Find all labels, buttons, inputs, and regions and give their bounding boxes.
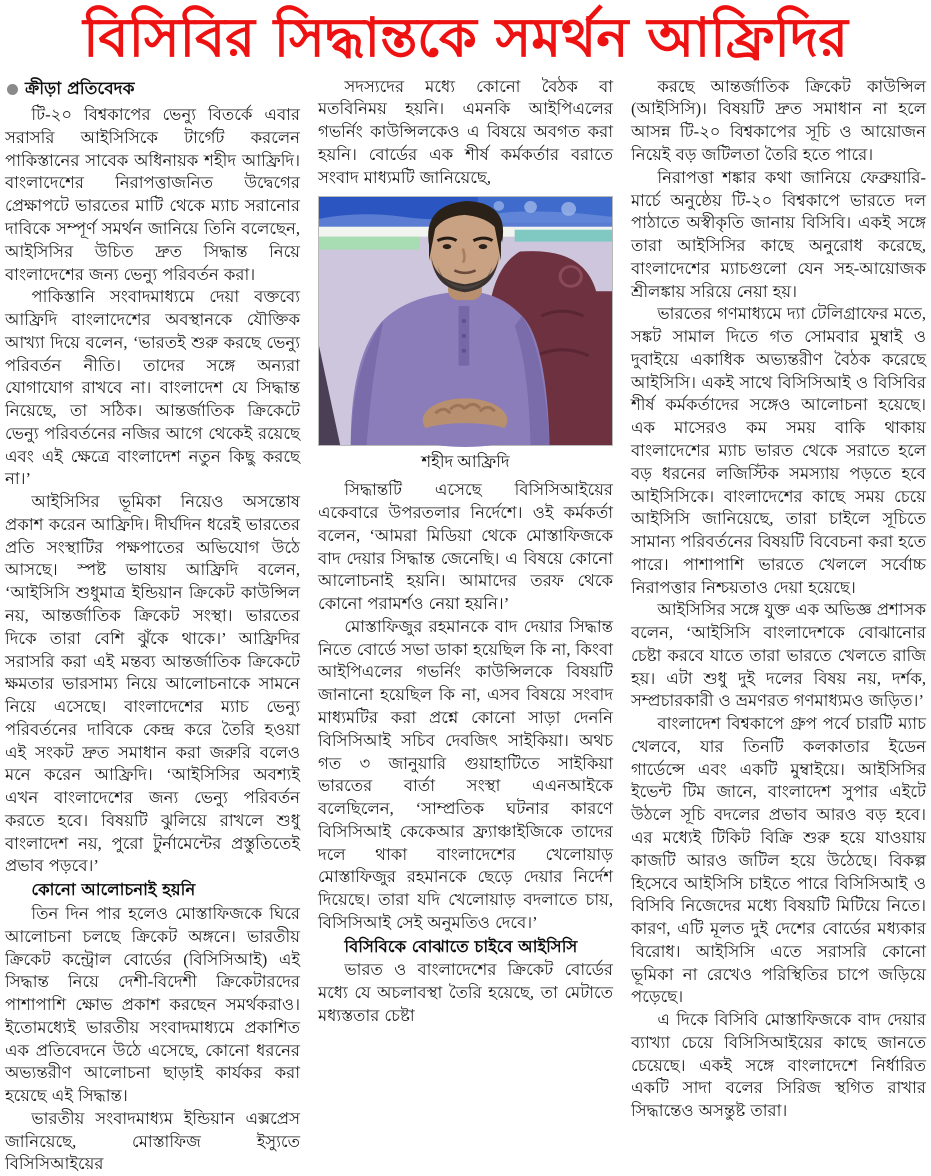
column-2	[318, 76, 613, 1176]
paragraph: ভারতীয় সংবাদমাধ্যম ইন্ডিয়ান এক্সপ্রেস জানিয়েছে, মোস্তাফিজ ইস্যুতে বিসিসিআইয়ের	[5, 1108, 300, 1174]
photo-caption: শহীদ আফ্রিদি	[421, 451, 510, 471]
byline	[5, 76, 300, 104]
article-headline: বিসিবির সিদ্ধান্তকে সমর্থন আফ্রিদির	[83, 6, 848, 69]
paragraph: পাকিস্তানি সংবাদমাধ্যমে দেয়া বক্তব্যে আফ্রিদি বাংলাদেশের অবস্থানকে যৌক্তিক আখ্যা দিয়ে বলেন, ‘ভারতই শুরু করছে ভেন্যু পরিবর্তন নীতি। তাদের সঙ্গে অন্যরা যোগাযোগ রাখবে না। বাংলাদেশ যে সিদ্ধান্ত নিয়েছে, তা সঠিক। আন্তর্জাতিক ক্রিকেটে ভেন্যু পরিবর্তনের নজির আগে থেকেই রয়েছে এবং এই ক্ষেত্রে বাংলাদেশ নতুন কিছু করছে না।’	[5, 287, 300, 489]
paragraph: নিরাপত্তা শঙ্কার কথা জানিয়ে ফেব্রুয়ারি-মার্চে অনুষ্ঠেয় টি-২০ বিশ্বকাপে ভারতে দল পাঠাতে অস্বীকৃতি জানায় বিসিবি। একই সঙ্গে তারা আইসিসির কাছে অনুরোধ করেছে, বাংলাদেশের ম্যাচগুলো যেন সহ-আয়োজক শ্রীলঙ্কায় সরিয়ে নেয়া হয়।	[631, 167, 926, 301]
paragraph: ভারত ও বাংলাদেশের ক্রিকেট বোর্ডের মধ্যে যে অচলাবস্থা তৈরি হয়েছে, তা মেটাতে মধ্যস্ততার চেষ্টা	[318, 960, 613, 1025]
paragraph: সদস্যদের মধ্যে কোনো বৈঠক বা মতবিনিময় হয়নি। এমনকি আইপিএলের গভর্নিং কাউন্সিলকেও এ বিষয়ে অবগত করা হয়নি। বোর্ডের এক শীর্ষ কর্মকর্তার বরাতে সংবাদ মাধ্যমটি জানিয়েছে,	[318, 76, 613, 187]
paragraph: ভারতের গণমাধ্যমে দ্যা টেলিগ্রাফের মতে, সঙ্কট সামাল দিতে গত সোমবার মুম্বাই ও দুবাইয়ে একাধিক অভ্যন্তরীণ বৈঠক করেছে আইসিসি। একই সাথে বিসিসিআই ও বিসিবির শীর্ষ কর্মকর্তাদের সঙ্গেও আলোচনা হয়েছে। এক মাসেরও কম সময় বাকি থাকায় বাংলাদেশের ম্যাচ ভারত থেকে সরাতে হলে বড় ধরনের লজিস্টিক সমস্যায় পড়তে হবে আইসিসিকে। বাংলাদেশের কাছে সময় চেয়ে আইসিসি জানিয়েছে, তারা চাইলে সূচিতে সামান্য পরিবর্তনের বিষয়টি বিবেচনা করা হতে পারে। পাশাপাশি ভারতে খেললে সর্বোচ্চ নিরাপত্তার নিশ্চয়তাও দেয়া হয়েছে।	[631, 304, 926, 597]
subheading-no-discussion: কোনো আলোচনাই হয়নি	[31, 880, 196, 900]
byline-label: ক্রীড়া প্রতিবেদক	[25, 78, 135, 99]
paragraph: টি-২০ বিশ্বকাপের ভেন্যু বিতর্কে এবার সরাসরি আইসিসিকে টার্গেট করলেন পাকিস্তানের সাবেক অধিনায়ক শহীদ আফ্রিদি। বাংলাদেশের নিরাপত্তাজনিত উদ্বেগের প্রেক্ষাপটে ভারতের মাটি থেকে ম্যাচ সরানোর দাবিকে সম্পূর্ণ সমর্থন জানিয়ে তিনি বলেছেন, আইসিসির উচিত দ্রুত সিদ্ধান্ত নিয়ে বাংলাদেশের জন্য ভেন্যু পরিবর্তন করা।	[5, 105, 300, 284]
subheading-icc-convince-bcb: বিসিবিকে বোঝাতে চাইবে আইসিসি	[344, 936, 578, 956]
afridi-portrait-illustration	[319, 197, 612, 445]
afridi-photo-figure	[318, 196, 613, 476]
paragraph: আইসিসির ভূমিকা নিয়েও অসন্তোষ প্রকাশ করেন আফ্রিদি। দীর্ঘদিন ধরেই ভারতের প্রতি সংস্থাটির পক্ষপাতের অভিযোগ উঠে আসছে। স্পষ্ট ভাষায় আফ্রিদি বলেন, ‘আইসিসি শুধুমাত্র ইন্ডিয়ান ক্রিকেট কাউন্সিল নয়, আন্তর্জাতিক ক্রিকেট সংস্থা। ভারতের দিকে তারা বেশি ঝুঁকে থাকে।’ আফ্রিদির সরাসরি করা এই মন্তব্য আন্তর্জাতিক ক্রিকেটে ক্ষমতার ভারসাম্য নিয়ে আলোচনাকে সামনে নিয়ে এসেছে। বাংলাদেশের ম্যাচ ভেন্যু পরিবর্তনের দাবিকে কেন্দ্র করে তৈরি হওয়া এই সংকট দ্রুত সমাধান করা জরুরি বলেও মনে করেন আফ্রিদি। ‘আইসিসির অবশ্যই এখন বাংলাদেশের জন্য ভেন্যু পরিবর্তন করতে হবে। বিষয়টি ঝুলিয়ে রাখলে শুধু বাংলাদেশ নয়, পুরো টুর্নামেন্টের প্রস্তুতিতেই প্রভাব পড়বে।’	[5, 492, 300, 876]
bullet-icon	[7, 84, 18, 95]
paragraph: করছে আন্তর্জাতিক ক্রিকেট কাউন্সিল (আইসিসি)। বিষয়টি দ্রুত সমাধান না হলে আসন্ন টি-২০ বিশ্বকাপের সূচি ও আয়োজন নিয়েই বড় জটিলতা তৈরি হতে পারে।	[631, 76, 926, 165]
column-3	[631, 76, 926, 1176]
paragraph: বাংলাদেশ বিশ্বকাপে গ্রুপ পর্বে চারটি ম্যাচ খেলবে, যার তিনটি কলকাতার ইডেন গার্ডেন্সে এবং একটি মুম্বাইয়ে। আইসিসির ইভেন্ট টিম জানে, বাংলাদেশ সুপার এইটে উঠলে সূচি বদলের প্রভাব আরও বড় হবে। এর মধ্যেই টিকিট বিক্রি শুরু হয়ে যাওয়ায় কাজটি আরও জটিল হয়ে উঠেছে। বিকল্প হিসেবে আইসিসি চাইতে পারে বিসিসিআই ও বিসিবি নিজেদের মধ্যে বিষয়টি মিটিয়ে নিতে। কারণ, এটি মূলত দুই দেশের বোর্ডের মধ্যকার বিরোধ। আইসিসি এতে সরাসরি কোনো ভূমিকা না রেখেও পরিস্থিতির চাপে জড়িয়ে পড়েছে।	[631, 714, 926, 1007]
afridi-photo	[318, 196, 613, 446]
paragraph: মোস্তাফিজুর রহমানকে বাদ দেয়ার সিদ্ধান্ত নিতে বোর্ডে সভা ডাকা হয়েছিল কি না, কিংবা আইপিএলের গভর্নিং কাউন্সিলকে বিষয়টি জানানো হয়েছিল কি না, এসব বিষয়ে সংবাদ মাধ্যমটির করা প্রশ্নে কোনো সাড়া দেননি বিসিসিআই সচিব দেবজিৎ সাইকিয়া। অথচ গত ৩ জানুয়ারি গুয়াহাটিতে সাইকিয়া ভারতের বার্তা সংস্থা এএনআইকে বলেছিলেন, ‘সাম্প্রতিক ঘটনার কারণে বিসিসিআই কেকেআর ফ্র্যাঞ্চাইজিকে তাদের দলে থাকা বাংলাদেশের খেলোয়াড় মোস্তাফিজুর রহমানকে ছেড়ে দেয়ার নির্দেশ দিয়েছে। তারা যদি খেলোয়াড় বদলাতে চায়, বিসিসিআই সেই অনুমতিও দেবে।’	[318, 616, 613, 932]
paragraph: সিদ্ধান্তটি এসেছে বিসিসিআইয়ের একেবারে উপরতলার নির্দেশে। ওই কর্মকর্তা বলেন, ‘আমরা মিডিয়া থেকে মোস্তাফিজকে বাদ দেয়ার সিদ্ধান্ত জেনেছি। এ বিষয়ে কোনো আলোচনাই হয়নি। আমাদের তরফ থেকে কোনো পরামর্শও নেয়া হয়নি।’	[318, 480, 613, 614]
paragraph: আইসিসির সঙ্গে যুক্ত এক অভিজ্ঞ প্রশাসক বলেন, ‘আইসিসি বাংলাদেশকে বোঝানোর চেষ্টা করবে যাতে তারা ভারতে খেলতে রাজি হয়। এটা শুধু দুই দলের বিষয় নয়, দর্শক, সম্প্রচারকারী ও ভ্রমণরত গণমাধ্যমও জড়িত।’	[631, 600, 926, 711]
column-1	[5, 76, 300, 1176]
article-columns	[5, 76, 926, 1176]
paragraph: তিন দিন পার হলেও মোস্তাফিজকে ঘিরে আলোচনা চলছে ক্রিকেট অঙ্গনে। ভারতীয় ক্রিকেট কন্ট্রোল বোর্ডের (বিসিসিআই) এই সিদ্ধান্ত নিয়ে দেশী-বিদেশী ক্রিকেটারদের পাশাপাশি ক্ষোভ প্রকাশ করছেন সমর্থকরাও। ইতোমধ্যেই ভারতীয় সংবাদমাধ্যমে প্রকাশিত এক প্রতিবেদনে উঠে এসেছে, কোনো ধরনের অভ্যন্তরীণ আলোচনা ছাড়াই কার্যকর করা হয়েছে এই সিদ্ধান্ত।	[5, 903, 300, 1106]
paragraph: এ দিকে বিসিবি মোস্তাফিজকে বাদ দেয়ার ব্যাখ্যা চেয়ে বিসিসিআইয়ের কাছে জানতে চেয়েছে। একই সঙ্গে বাংলাদেশে নির্ধারিত একটি সাদা বলের সিরিজ স্থগিত রাখার সিদ্ধান্তেও অসন্তুষ্ট তারা।	[631, 1010, 926, 1121]
